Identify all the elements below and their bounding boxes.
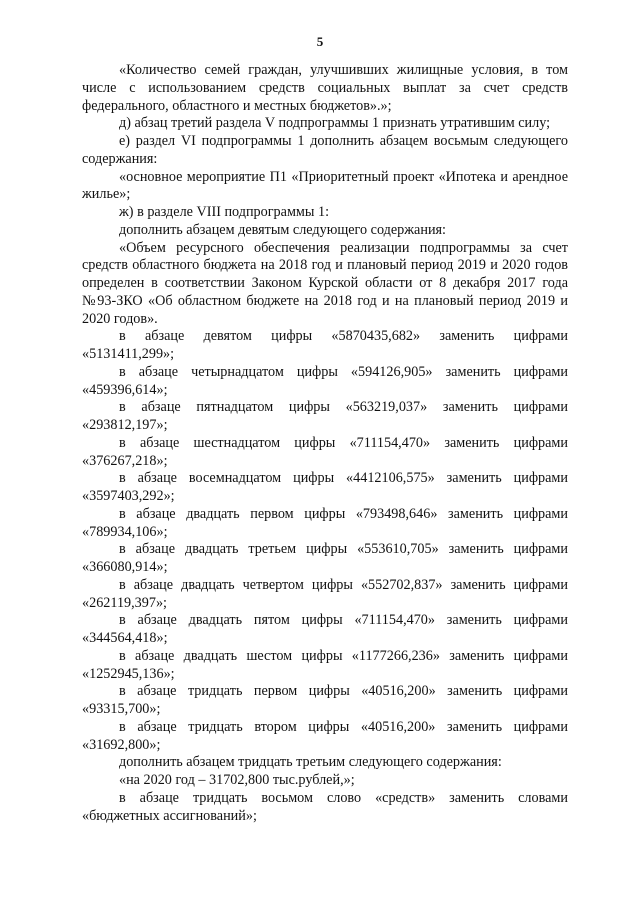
paragraph-8: в абзаце девятом цифры «5870435,682» заменить цифрами «5131411,299»; bbox=[82, 328, 568, 362]
page-number: 5 bbox=[316, 34, 324, 49]
paragraph-11: в абзаце шестнадцатом цифры «711154,470» заменить цифрами «376267,218»; bbox=[82, 434, 568, 469]
paragraph-9: в абзаце четырнадцатом цифры «594126,905» заменить цифрами «459396,614»; bbox=[82, 363, 568, 398]
paragraph-2: д) абзац третий раздела V подпрограммы 1 признать утратившим силу; bbox=[119, 115, 551, 132]
paragraph-19: в абзаце тридцать втором цифры «40516,200» заменить цифрами «31692,800»; bbox=[82, 718, 568, 753]
document-body bbox=[82, 62, 568, 825]
paragraph-4: «основное мероприятие П1 «Приоритетный проект «Ипотека и арендное жилье»; bbox=[82, 168, 568, 203]
paragraph-21: «на 2020 год – 31702,800 тыс.рублей,»; bbox=[119, 772, 355, 788]
paragraph-14: в абзаце двадцать третьем цифры «553610,705» заменить цифрами «366080,914»; bbox=[82, 541, 568, 575]
paragraph-16: в абзаце двадцать пятом цифры «711154,470» заменить цифрами «344564,418»; bbox=[82, 612, 568, 646]
paragraph-7: «Объем ресурсного обеспечения реализации подпрограммы за счет средств областного бюджета на 2018 год и плановый период 2019 и 2020 годов определен в соответствии Законом Курской области от 8 декабря 2017 года №93-ЗКО «Об областном бюджете на 2018 год и на плановый период 2019 и 2020 годов». bbox=[82, 239, 568, 327]
paragraph-6: дополнить абзацем девятым следующего содержания: bbox=[119, 221, 447, 238]
paragraph-12: в абзаце восемнадцатом цифры «4412106,575» заменить цифрами «3597403,292»; bbox=[82, 470, 568, 504]
paragraph-10: в абзаце пятнадцатом цифры «563219,037» заменить цифрами «293812,197»; bbox=[82, 399, 568, 433]
paragraph-5: ж) в разделе VIII подпрограммы 1: bbox=[119, 204, 330, 220]
paragraph-1: «Количество семей граждан, улучшивших жилищные условия, в том числе с использованием средств социальных выплат за счет средств федерального, областного и местных бюджетов».»; bbox=[82, 62, 568, 114]
paragraph-3: е) раздел VI подпрограммы 1 дополнить абзацем восьмым следующего содержания: bbox=[82, 133, 568, 167]
paragraph-20: дополнить абзацем тридцать третьим следующего содержания: bbox=[119, 754, 502, 771]
paragraph-15: в абзаце двадцать четвертом цифры «552702,837» заменить цифрами «262119,397»; bbox=[82, 576, 568, 611]
paragraph-22: в абзаце тридцать восьмом слово «средств» заменить словами «бюджетных ассигнований»; bbox=[82, 789, 568, 824]
paragraph-13: в абзаце двадцать первом цифры «793498,646» заменить цифрами «789934,106»; bbox=[82, 505, 568, 540]
paragraph-17: в абзаце двадцать шестом цифры «1177266,236» заменить цифрами «1252945,136»; bbox=[82, 647, 568, 682]
paragraph-18: в абзаце тридцать первом цифры «40516,200» заменить цифрами «93315,700»; bbox=[82, 683, 568, 717]
